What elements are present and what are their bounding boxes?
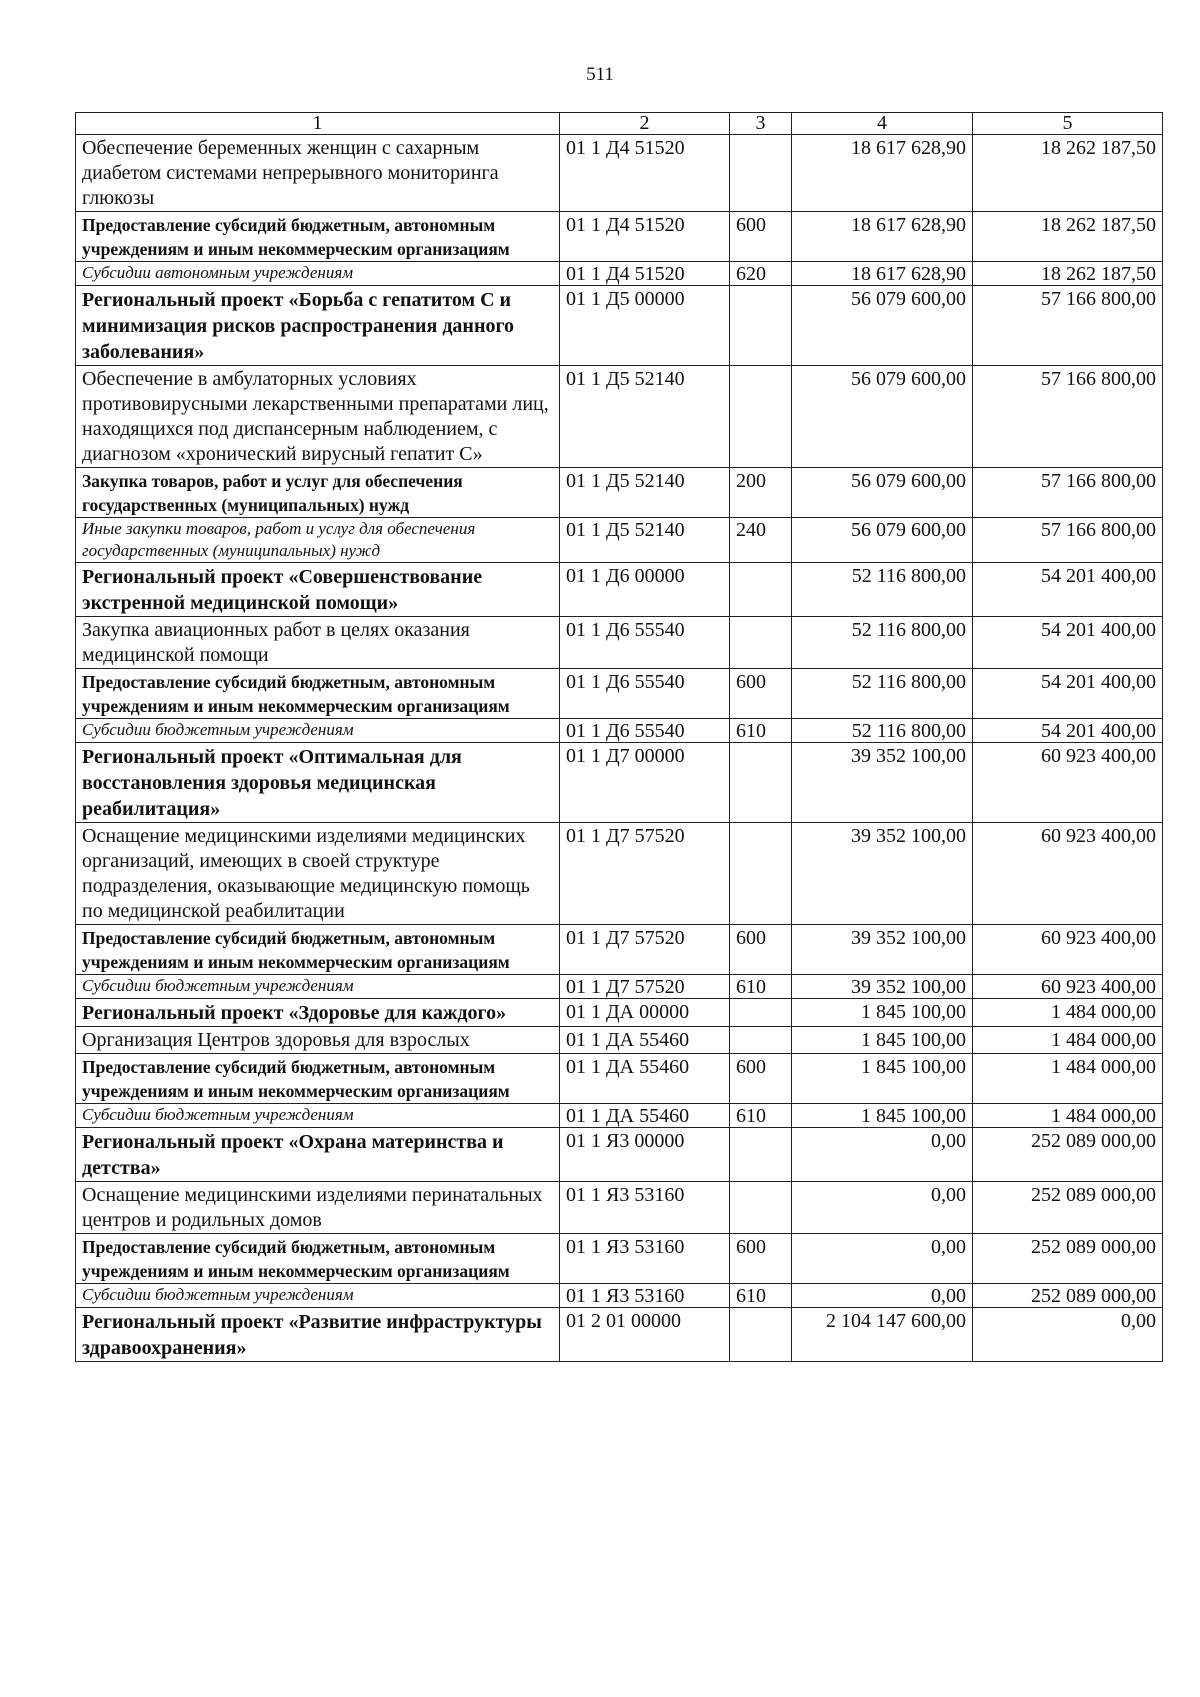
row-code-cell: 01 1 Д6 00000 <box>560 563 730 617</box>
row-sum-col4-cell: 39 352 100,00 <box>792 975 973 999</box>
table-header-row <box>76 113 1163 135</box>
row-type-cell: 600 <box>730 1054 792 1104</box>
table-row <box>76 1284 1163 1308</box>
row-type-cell: 600 <box>730 669 792 719</box>
table-row <box>76 975 1163 999</box>
page-number: 511 <box>586 64 614 85</box>
row-sum-col4-cell: 39 352 100,00 <box>792 925 973 975</box>
row-type-cell: 600 <box>730 925 792 975</box>
row-code-cell: 01 1 Д5 52140 <box>560 518 730 563</box>
row-sum-col4-cell: 0,00 <box>792 1234 973 1284</box>
table-row <box>76 1182 1163 1234</box>
row-sum-col5-cell: 54 201 400,00 <box>973 563 1163 617</box>
row-name-cell: Закупка авиационных работ в целях оказания медицинской помощи <box>76 617 560 669</box>
row-type-cell <box>730 1308 792 1362</box>
header-cell-5: 5 <box>973 113 1163 135</box>
row-type-cell <box>730 743 792 823</box>
row-type-cell: 610 <box>730 719 792 743</box>
row-sum-col5-cell: 60 923 400,00 <box>973 925 1163 975</box>
row-type-cell: 600 <box>730 1234 792 1284</box>
row-name-cell: Субсидии бюджетным учреждениям <box>76 975 560 999</box>
row-sum-col5-cell: 1 484 000,00 <box>973 1104 1163 1128</box>
row-code-cell: 01 1 ДА 00000 <box>560 999 730 1027</box>
row-type-cell <box>730 1027 792 1054</box>
row-type-cell: 240 <box>730 518 792 563</box>
row-name-cell: Региональный проект «Борьба с гепатитом С и минимизация рисков распространения данного заболевания» <box>76 286 560 366</box>
row-name-cell: Закупка товаров, работ и услуг для обеспечения государственных (муниципальных) нужд <box>76 468 560 518</box>
row-sum-col4-cell: 0,00 <box>792 1284 973 1308</box>
row-type-cell <box>730 617 792 669</box>
row-sum-col5-cell: 60 923 400,00 <box>973 743 1163 823</box>
row-sum-col5-cell: 60 923 400,00 <box>973 975 1163 999</box>
table-row <box>76 1054 1163 1104</box>
row-sum-col4-cell: 39 352 100,00 <box>792 823 973 925</box>
row-name-cell: Субсидии бюджетным учреждениям <box>76 1284 560 1308</box>
row-sum-col5-cell: 1 484 000,00 <box>973 999 1163 1027</box>
row-sum-col4-cell: 1 845 100,00 <box>792 1054 973 1104</box>
row-sum-col4-cell: 52 116 800,00 <box>792 669 973 719</box>
table-row <box>76 617 1163 669</box>
row-code-cell: 01 1 Д7 00000 <box>560 743 730 823</box>
row-type-cell: 620 <box>730 262 792 286</box>
table-row <box>76 366 1163 468</box>
table-row <box>76 925 1163 975</box>
row-type-cell <box>730 823 792 925</box>
row-sum-col4-cell: 52 116 800,00 <box>792 563 973 617</box>
row-type-cell: 610 <box>730 975 792 999</box>
table-row <box>76 518 1163 563</box>
row-sum-col4-cell: 18 617 628,90 <box>792 212 973 262</box>
row-sum-col4-cell: 1 845 100,00 <box>792 999 973 1027</box>
row-name-cell: Обеспечение беременных женщин с сахарным диабетом системами непрерывного мониторинга глюкозы <box>76 135 560 212</box>
row-sum-col4-cell: 18 617 628,90 <box>792 135 973 212</box>
row-code-cell: 01 1 Д4 51520 <box>560 262 730 286</box>
row-sum-col5-cell: 57 166 800,00 <box>973 366 1163 468</box>
row-name-cell: Региональный проект «Развитие инфраструктуры здравоохранения» <box>76 1308 560 1362</box>
row-type-cell: 600 <box>730 212 792 262</box>
row-sum-col4-cell: 0,00 <box>792 1128 973 1182</box>
row-name-cell: Иные закупки товаров, работ и услуг для обеспечения государственных (муниципальных) нужд <box>76 518 560 563</box>
row-sum-col4-cell: 0,00 <box>792 1182 973 1234</box>
row-sum-col5-cell: 54 201 400,00 <box>973 617 1163 669</box>
header-cell-4: 4 <box>792 113 973 135</box>
row-code-cell: 01 1 Д7 57520 <box>560 925 730 975</box>
row-sum-col4-cell: 56 079 600,00 <box>792 366 973 468</box>
row-name-cell: Предоставление субсидий бюджетным, автономным учреждениям и иным некоммерческим организациям <box>76 925 560 975</box>
row-type-cell <box>730 1128 792 1182</box>
row-name-cell: Оснащение медицинскими изделиями медицинских организаций, имеющих в своей структуре подразделения, оказывающие медицинскую помощь по медицинской реабилитации <box>76 823 560 925</box>
row-name-cell: Региональный проект «Совершенствование экстренной медицинской помощи» <box>76 563 560 617</box>
row-sum-col4-cell: 39 352 100,00 <box>792 743 973 823</box>
table-row <box>76 823 1163 925</box>
row-sum-col4-cell: 52 116 800,00 <box>792 617 973 669</box>
row-sum-col5-cell: 18 262 187,50 <box>973 262 1163 286</box>
row-name-cell: Субсидии бюджетным учреждениям <box>76 719 560 743</box>
row-name-cell: Предоставление субсидий бюджетным, автономным учреждениям и иным некоммерческим организациям <box>76 1054 560 1104</box>
row-code-cell: 01 1 Д7 57520 <box>560 975 730 999</box>
row-type-cell <box>730 1182 792 1234</box>
row-type-cell <box>730 366 792 468</box>
row-code-cell: 01 1 ДА 55460 <box>560 1054 730 1104</box>
table-row <box>76 743 1163 823</box>
row-sum-col5-cell: 54 201 400,00 <box>973 669 1163 719</box>
row-code-cell: 01 1 Д4 51520 <box>560 212 730 262</box>
row-code-cell: 01 1 ДА 55460 <box>560 1104 730 1128</box>
row-sum-col5-cell: 252 089 000,00 <box>973 1234 1163 1284</box>
row-sum-col5-cell: 1 484 000,00 <box>973 1054 1163 1104</box>
row-code-cell: 01 1 Я3 53160 <box>560 1182 730 1234</box>
row-sum-col5-cell: 252 089 000,00 <box>973 1128 1163 1182</box>
row-type-cell <box>730 286 792 366</box>
header-cell-3: 3 <box>730 113 792 135</box>
row-code-cell: 01 1 Я3 53160 <box>560 1234 730 1284</box>
row-type-cell <box>730 999 792 1027</box>
row-name-cell: Региональный проект «Оптимальная для восстановления здоровья медицинская реабилитация» <box>76 743 560 823</box>
row-name-cell: Предоставление субсидий бюджетным, автономным учреждениям и иным некоммерческим организациям <box>76 669 560 719</box>
row-code-cell: 01 1 Д7 57520 <box>560 823 730 925</box>
row-name-cell: Оснащение медицинскими изделиями перинатальных центров и родильных домов <box>76 1182 560 1234</box>
row-sum-col5-cell: 0,00 <box>973 1308 1163 1362</box>
row-name-cell: Предоставление субсидий бюджетным, автономным учреждениям и иным некоммерческим организациям <box>76 1234 560 1284</box>
budget-table-body <box>76 113 1163 1362</box>
row-code-cell: 01 1 Д4 51520 <box>560 135 730 212</box>
table-row <box>76 135 1163 212</box>
row-name-cell: Предоставление субсидий бюджетным, автономным учреждениям и иным некоммерческим организациям <box>76 212 560 262</box>
row-sum-col5-cell: 57 166 800,00 <box>973 468 1163 518</box>
table-row <box>76 262 1163 286</box>
table-row <box>76 1308 1163 1362</box>
row-sum-col4-cell: 18 617 628,90 <box>792 262 973 286</box>
table-row <box>76 1104 1163 1128</box>
row-code-cell: 01 1 Д5 52140 <box>560 366 730 468</box>
row-sum-col5-cell: 57 166 800,00 <box>973 518 1163 563</box>
row-name-cell: Обеспечение в амбулаторных условиях противовирусными лекарственными препаратами лиц, находящихся под диспансерным наблюдением, с диагнозом «хронический вирусный гепатит С» <box>76 366 560 468</box>
table-row <box>76 1027 1163 1054</box>
table-row <box>76 719 1163 743</box>
row-name-cell: Региональный проект «Охрана материнства и детства» <box>76 1128 560 1182</box>
row-sum-col4-cell: 1 845 100,00 <box>792 1027 973 1054</box>
row-sum-col5-cell: 60 923 400,00 <box>973 823 1163 925</box>
row-code-cell: 01 1 Д6 55540 <box>560 669 730 719</box>
table-row <box>76 468 1163 518</box>
row-type-cell <box>730 135 792 212</box>
row-type-cell: 610 <box>730 1104 792 1128</box>
table-row <box>76 1234 1163 1284</box>
row-sum-col4-cell: 52 116 800,00 <box>792 719 973 743</box>
row-type-cell: 610 <box>730 1284 792 1308</box>
row-sum-col5-cell: 18 262 187,50 <box>973 135 1163 212</box>
row-sum-col4-cell: 56 079 600,00 <box>792 518 973 563</box>
row-code-cell: 01 1 Д6 55540 <box>560 617 730 669</box>
table-row <box>76 286 1163 366</box>
row-name-cell: Организация Центров здоровья для взрослых <box>76 1027 560 1054</box>
row-sum-col4-cell: 1 845 100,00 <box>792 1104 973 1128</box>
row-sum-col4-cell: 56 079 600,00 <box>792 286 973 366</box>
row-sum-col5-cell: 252 089 000,00 <box>973 1182 1163 1234</box>
row-sum-col5-cell: 18 262 187,50 <box>973 212 1163 262</box>
header-cell-1: 1 <box>76 113 560 135</box>
row-sum-col5-cell: 1 484 000,00 <box>973 1027 1163 1054</box>
row-type-cell: 200 <box>730 468 792 518</box>
row-code-cell: 01 1 ДА 55460 <box>560 1027 730 1054</box>
row-code-cell: 01 1 Д6 55540 <box>560 719 730 743</box>
row-sum-col5-cell: 54 201 400,00 <box>973 719 1163 743</box>
row-sum-col4-cell: 56 079 600,00 <box>792 468 973 518</box>
table-row <box>76 999 1163 1027</box>
row-name-cell: Субсидии бюджетным учреждениям <box>76 1104 560 1128</box>
row-sum-col5-cell: 252 089 000,00 <box>973 1284 1163 1308</box>
row-code-cell: 01 1 Д5 00000 <box>560 286 730 366</box>
budget-table <box>75 112 1163 1362</box>
row-sum-col4-cell: 2 104 147 600,00 <box>792 1308 973 1362</box>
table-row <box>76 212 1163 262</box>
table-row <box>76 1128 1163 1182</box>
row-code-cell: 01 1 Д5 52140 <box>560 468 730 518</box>
row-code-cell: 01 1 Я3 00000 <box>560 1128 730 1182</box>
header-cell-2: 2 <box>560 113 730 135</box>
row-name-cell: Субсидии автономным учреждениям <box>76 262 560 286</box>
row-sum-col5-cell: 57 166 800,00 <box>973 286 1163 366</box>
row-code-cell: 01 1 Я3 53160 <box>560 1284 730 1308</box>
row-code-cell: 01 2 01 00000 <box>560 1308 730 1362</box>
row-name-cell: Региональный проект «Здоровье для каждого» <box>76 999 560 1027</box>
table-row <box>76 563 1163 617</box>
row-type-cell <box>730 563 792 617</box>
table-row <box>76 669 1163 719</box>
